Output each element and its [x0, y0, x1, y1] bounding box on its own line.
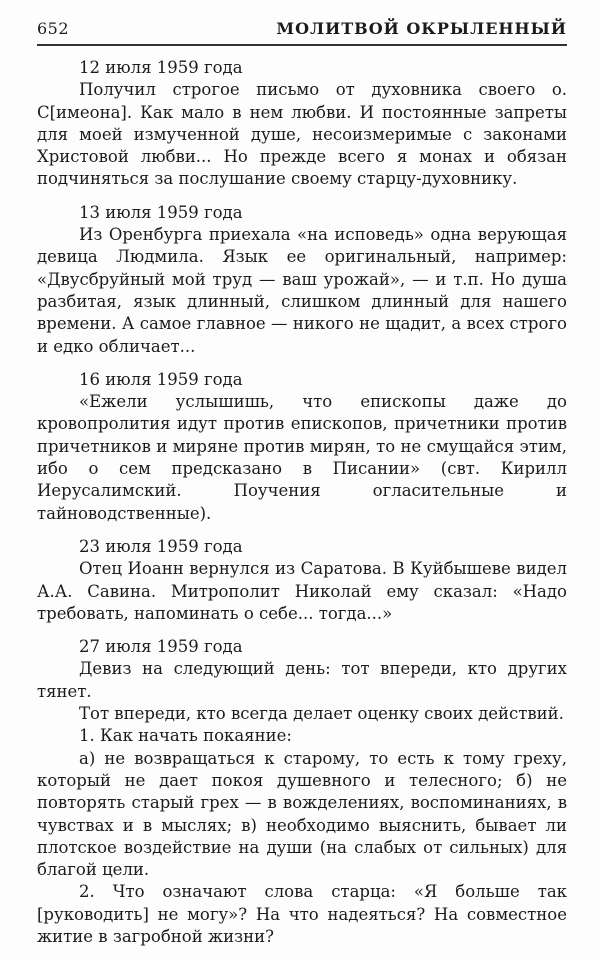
diary-entries [37, 57, 567, 948]
entry-paragraph: Девиз на следующий день: тот впереди, кто других тянет. [37, 659, 567, 701]
running-header [37, 21, 567, 37]
entry-date: 13 июля 1959 года [79, 202, 243, 222]
entry-paragraph: Из Оренбурга приехала «на исповедь» одна верующая девица Людмила. Язык ее оригинальный, например: «Двусбруйный мой труд — ваш урожай», — и т.п. Но душа разбитая, язык длинный, слишком длинный для нашего времени. А самое главное — никого не щадит, а всех строго и едко обличает... [37, 225, 567, 356]
entry-paragraph: Тот впереди, кто всегда делает оценку своих действий. [79, 704, 564, 724]
entry-date: 12 июля 1959 года [79, 58, 243, 77]
diary-entry [37, 636, 567, 948]
diary-entry [37, 202, 567, 358]
running-title: МОЛИТВОЙ ОКРЫЛЕННЫЙ [276, 19, 567, 38]
entry-paragraph: 1. Как начать покаяние: [79, 726, 292, 746]
entry-date: 16 июля 1959 года [79, 369, 243, 389]
entry-paragraph: Получил строгое письмо от духовника своего о. С[имеона]. Как мало в нем любви. И постоянные запреты для моей измученной душе, несоизмеримые с законами Христовой любви... Но прежде всего я монах и обязан подчиняться за послушание своему старцу-духовнику. [37, 80, 567, 189]
entry-paragraph: «Ежели услышишь, что епископы даже до кровопролития идут против епископов, причетники против причетников и миряне против мирян, то не смущайся этим, ибо о сем предсказано в Писании» (свт. Кирилл Иерусалимский. Поучения огласительные и тайноводственные). [37, 392, 567, 523]
entry-date: 23 июля 1959 года [79, 536, 243, 556]
diary-entry [37, 369, 567, 525]
entry-paragraph: а) не возвращаться к старому, то есть к тому греху, который не дает покоя душевного и телесного; б) не повторять старый грех — в вожделениях, воспоминаниях, в чувствах и в мыслях; в) необходимо выяснить, бывает ли плотское воздействие на души (на слабых от сильных) для благой цели. [37, 748, 567, 880]
entry-date: 27 июля 1959 года [79, 637, 243, 657]
diary-entry [37, 57, 567, 191]
entry-paragraph: 2. Что означают слова старца: «Я больше так [руководить] не могу»? На что надеяться? На совместное житие в загробной жизни? [37, 882, 567, 946]
page-number: 652 [37, 19, 70, 38]
diary-entry [37, 536, 567, 625]
entry-paragraph: Отец Иоанн вернулся из Саратова. В Куйбышеве видел А.А. Савина. Митрополит Николай ему сказал: «Надо требовать, напоминать о себе... тогда...» [37, 559, 567, 623]
header-rule [37, 44, 567, 46]
